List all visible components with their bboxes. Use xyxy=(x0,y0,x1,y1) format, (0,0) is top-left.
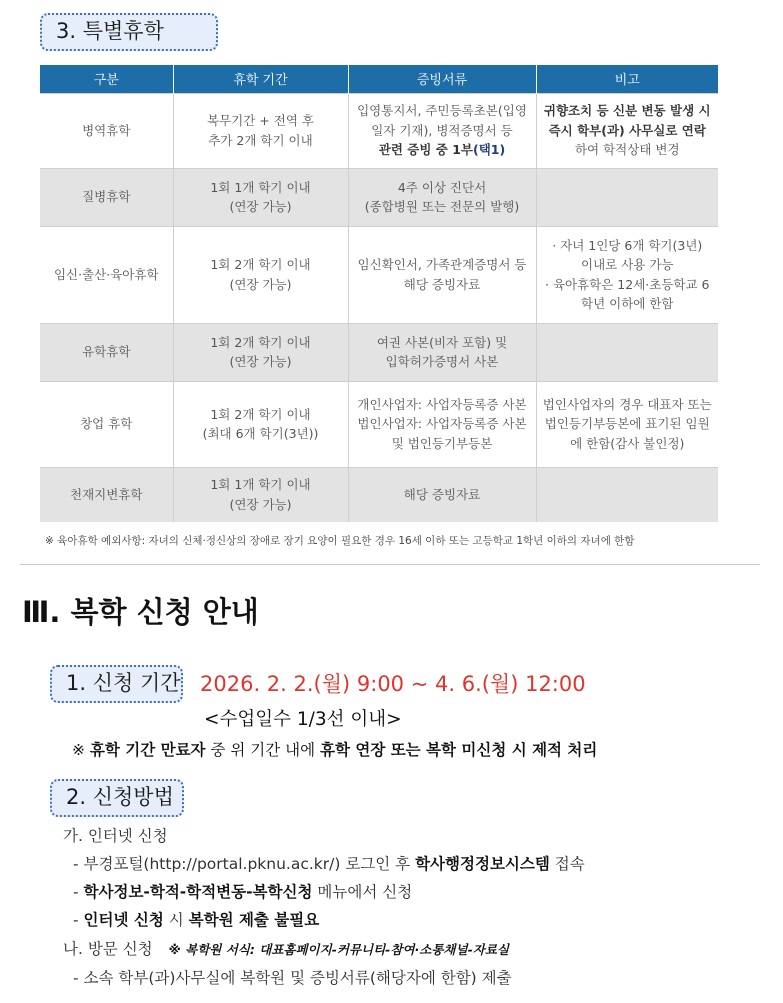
row-name: 질병휴학 xyxy=(40,168,173,226)
table-row xyxy=(40,226,718,323)
table-row xyxy=(40,323,718,381)
header-category: 구분 xyxy=(40,65,173,93)
row-remarks xyxy=(536,467,718,522)
application-period-badge: 1. 신청 기간 xyxy=(50,665,183,703)
row-name: 유학휴학 xyxy=(40,323,173,381)
row-remarks xyxy=(536,323,718,381)
row-remarks: · 자녀 1인당 6개 학기(3년) 이내로 사용 가능 · 육아휴학은 12세·초등학교 6 학년 이하에 한함 xyxy=(536,226,718,323)
header-remarks: 비고 xyxy=(536,65,718,93)
internet-title: 가. 인터넷 신청 xyxy=(63,827,168,845)
row-documents: 4주 이상 진단서 (종합병원 또는 전문의 발행) xyxy=(348,168,536,226)
row-period: 복무기간 + 전역 후 추가 2개 학기 이내 xyxy=(173,93,348,168)
divider xyxy=(20,564,760,565)
visit-title-line: 나. 방문 신청 ※ 복학원 서식: 대표홈페이지-커뮤니티-참여·소통채널-자료실 xyxy=(63,940,509,958)
row-name: 임신·출산·육아휴학 xyxy=(40,226,173,323)
row-documents: 개인사업자: 사업자등록증 사본 법인사업자: 사업자등록증 사본 및 법인등기부등본 xyxy=(348,381,536,467)
row-name: 병역휴학 xyxy=(40,93,173,168)
row-period: 1회 1개 학기 이내 (연장 가능) xyxy=(173,168,348,226)
table-row xyxy=(40,93,718,168)
row-period: 1회 1개 학기 이내 (연장 가능) xyxy=(173,467,348,522)
row-documents: 해당 증빙자료 xyxy=(348,467,536,522)
internet-step-portal: - 부경포털(http://portal.pknu.ac.kr/) 로그인 후 학사행정정보시스템 접속 xyxy=(73,855,585,873)
table-row xyxy=(40,168,718,226)
row-period: 1회 2개 학기 이내 (연장 가능) xyxy=(173,323,348,381)
row-remarks: 귀향조치 등 신분 변동 발생 시 즉시 학부(과) 사무실로 연락 하여 학적상태 변경 xyxy=(536,93,718,168)
table-row xyxy=(40,467,718,522)
header-documents: 증빙서류 xyxy=(348,65,536,93)
header-period: 휴학 기간 xyxy=(173,65,348,93)
row-documents: 입영통지서, 주민등록초본(입영 일자 기재), 병적증명서 등 관련 증빙 중 1부(택1) xyxy=(348,93,536,168)
section-title: Ⅲ. 복학 신청 안내 xyxy=(22,595,259,629)
row-name: 창업 휴학 xyxy=(40,381,173,467)
internet-step-note: - 인터넷 신청 시 복학원 제출 불필요 xyxy=(73,911,320,929)
row-period: 1회 2개 학기 이내 (최대 6개 학기(3년)) xyxy=(173,381,348,467)
row-remarks: 법인사업자의 경우 대표자 또는 법인등기부등본에 표기된 임원 에 한함(감사 불인정) xyxy=(536,381,718,467)
application-period-sub: <수업일수 1/3선 이내> xyxy=(204,709,402,730)
row-documents: 여권 사본(비자 포함) 및 입학허가증명서 사본 xyxy=(348,323,536,381)
table-row xyxy=(40,381,718,467)
section-badge-special-leave: 3. 특별휴학 xyxy=(40,13,218,51)
special-leave-table xyxy=(40,65,718,522)
row-name: 천재지변휴학 xyxy=(40,467,173,522)
row-remarks xyxy=(536,168,718,226)
visit-step: - 소속 학부(과)사무실에 복학원 및 증빙서류(해당자에 한함) 제출 xyxy=(73,969,512,987)
period-warning: ※ 휴학 기간 만료자 중 위 기간 내에 휴학 연장 또는 복학 미신청 시 제적 처리 xyxy=(72,741,598,759)
internet-step-menu: - 학사정보-학적-학적변동-복학신청 메뉴에서 신청 xyxy=(73,883,413,901)
footnote: ※ 육아휴학 예외사항: 자녀의 신체·정신상의 장애로 장기 요양이 필요한 경우 16세 이하 또는 고등학교 1학년 이하의 자녀에 한함 xyxy=(45,535,635,547)
row-period: 1회 2개 학기 이내 (연장 가능) xyxy=(173,226,348,323)
application-dates: 2026. 2. 2.(월) 9:00 ~ 4. 6.(월) 12:00 xyxy=(200,672,586,696)
row-documents: 임신확인서, 가족관계증명서 등 해당 증빙자료 xyxy=(348,226,536,323)
application-method-badge: 2. 신청방법 xyxy=(50,779,184,817)
